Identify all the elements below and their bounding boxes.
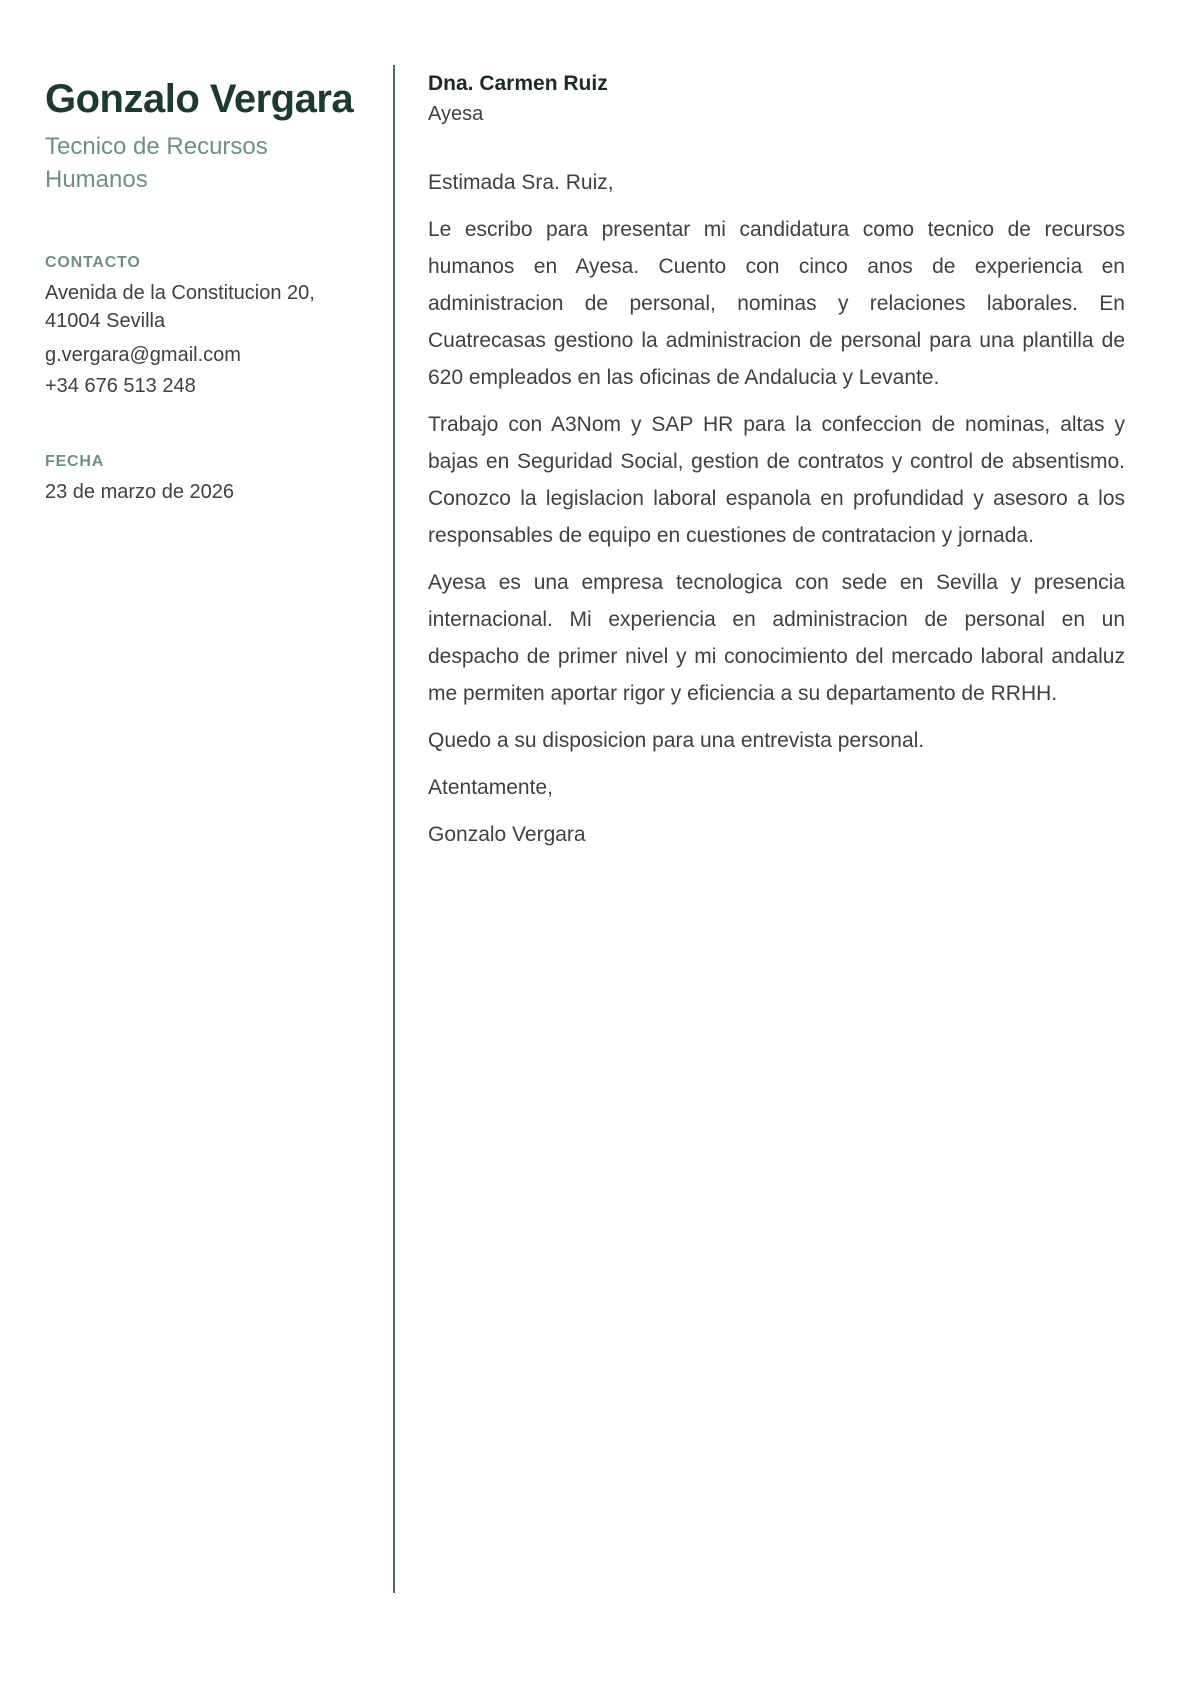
contact-address xyxy=(45,280,357,335)
date-value: 23 de marzo de 2026 xyxy=(45,480,235,503)
letter-paragraph-4: Quedo a su disposicion para una entrevista personal. xyxy=(428,729,925,753)
contact-address-line1: Avenida de la Constitucion 20, xyxy=(45,282,315,305)
sidebar xyxy=(45,74,357,506)
contact-phone: +34 676 513 248 xyxy=(45,375,196,397)
date-section-heading: FECHA xyxy=(45,452,105,470)
closing: Atentamente, xyxy=(428,776,553,800)
signature: Gonzalo Vergara xyxy=(428,823,586,847)
applicant-job-title: Tecnico de Recursos Humanos xyxy=(45,133,268,194)
letter-paragraph-1: Le escribo para presentar mi candidatura como tecnico de recursos humanos en Ayesa. Cuento con cinco anos de experiencia en administracion de personal, nominas y relaciones laborales. En Cuatrecasas gestiono la administracion de personal para una plantilla de 620 empleados en las oficinas de Andalucia y Levante. xyxy=(428,218,1125,390)
applicant-name: Gonzalo Vergara xyxy=(45,77,354,121)
salutation: Estimada Sra. Ruiz, xyxy=(428,171,614,195)
recipient-name: Dna. Carmen Ruiz xyxy=(428,72,608,95)
contact-section-heading: CONTACTO xyxy=(45,254,141,272)
letter-body xyxy=(428,70,1125,853)
contact-address-line2: 41004 Sevilla xyxy=(45,309,166,332)
contact-email: g.vergara@gmail.com xyxy=(45,344,241,367)
letter-paragraph-2: Trabajo con A3Nom y SAP HR para la confeccion de nominas, altas y bajas en Seguridad Social, gestion de contratos y control de absentismo. Conozco la legislacion laboral espanola en profundidad y asesoro a los responsables de equipo en cuestiones de contratacion y jornada. xyxy=(428,413,1125,548)
recipient-company: Ayesa xyxy=(428,103,484,126)
vertical-divider xyxy=(393,65,395,1593)
letter-paragraph-3: Ayesa es una empresa tecnologica con sede en Sevilla y presencia internacional. Mi experiencia en administracion de personal en un despacho de primer nivel y mi conocimiento del mercado laboral andaluz me permiten aportar rigor y eficiencia a su departamento de RRHH. xyxy=(428,571,1125,706)
